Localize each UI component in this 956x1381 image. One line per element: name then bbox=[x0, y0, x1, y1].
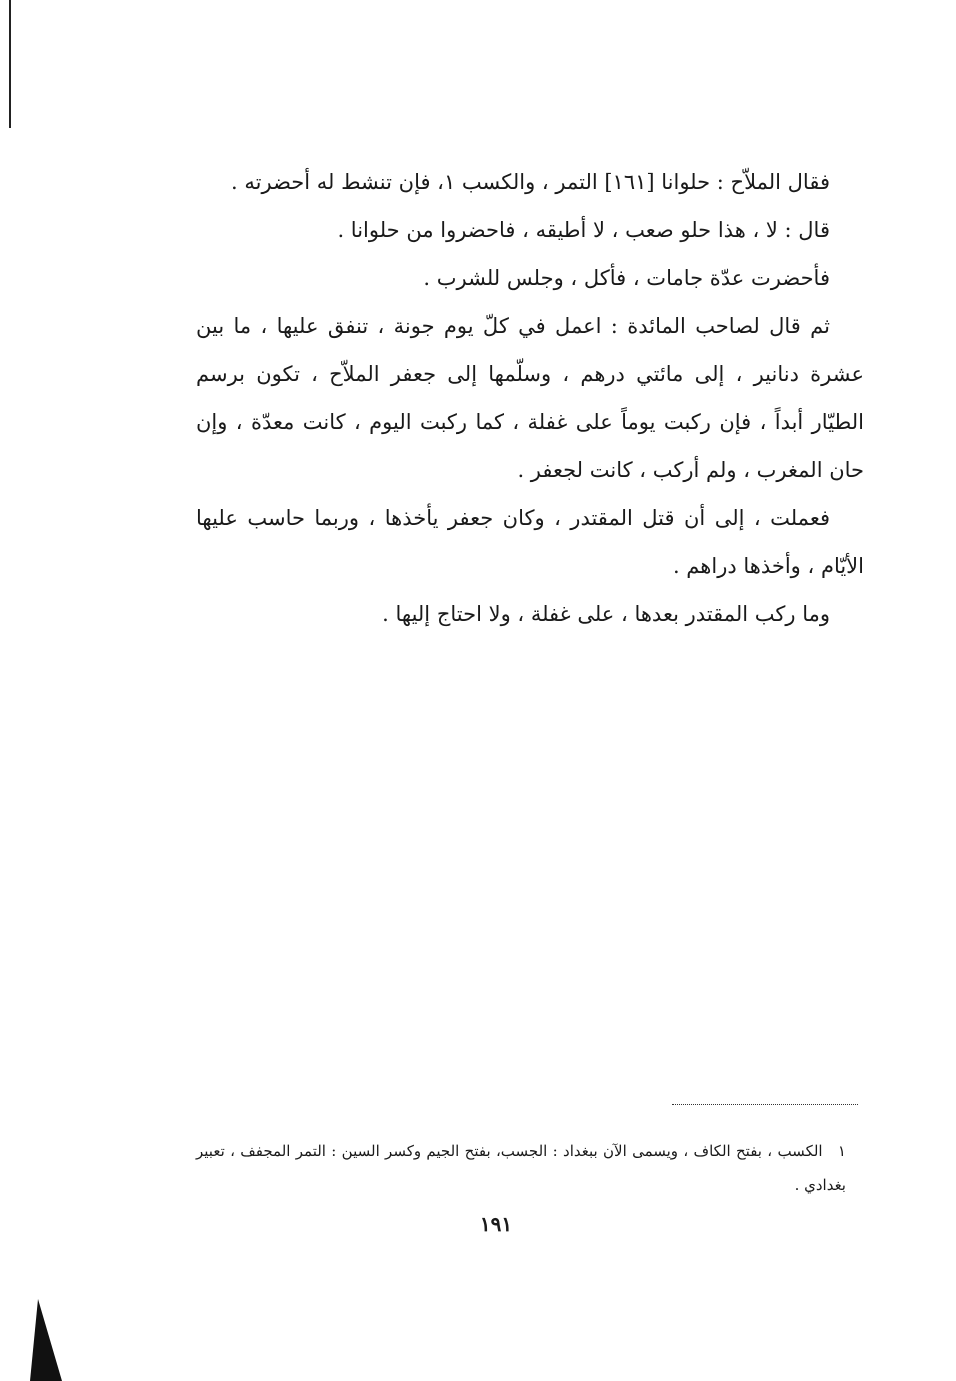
footnote bbox=[196, 1134, 846, 1202]
scan-corner-shadow bbox=[30, 1299, 62, 1381]
footnote-text: الكسب ، بفتح الكاف ، ويسمى الآن ببغداد : الجسب، بفتح الجيم وكسر السين : التمر المجفف ، تعبير بغدادي . bbox=[196, 1142, 846, 1194]
paragraph-6: وما ركب المقتدر بعدها ، على غفلة ، ولا احتاج إليها . bbox=[382, 602, 830, 626]
paragraph-4: ثم قال لصاحب المائدة : اعمل في كلّ يوم جونة ، تنفق عليها ، ما بين عشرة دنانير ، إلى مائتي درهم ، وسلّمها إلى جعفر الملاّح ، تكون برسم الطيّار أبداً ، فإن ركبت يوماً على غفلة ، كما ركبت اليوم ، كانت معدّة ، وإن حان المغرب ، ولم أركب ، كانت لجعفر . bbox=[196, 314, 864, 482]
footnote-separator bbox=[672, 1104, 858, 1105]
paragraph-3: فأحضرت عدّة جامات ، فأكل ، وجلس للشرب . bbox=[423, 266, 830, 290]
paragraph-2: قال : لا ، هذا حلو صعب ، لا أطيقه ، فاحضروا من حلوانا . bbox=[337, 218, 830, 242]
paragraph-5: فعملت ، إلى أن قتل المقتدر ، وكان جعفر يأخذها ، وربما حاسب عليها الأيّام ، وأخذها دراهم . bbox=[196, 506, 864, 578]
page-number: ١٩١ bbox=[479, 1212, 513, 1236]
paragraph-1: فقال الملاّح : حلوانا [١٦١] التمر ، والكسب ١، فإن تنشط له أحضرته . bbox=[231, 170, 830, 194]
main-text bbox=[196, 158, 864, 638]
footnote-number: ١ bbox=[837, 1142, 846, 1160]
page-edge-rule bbox=[9, 0, 11, 128]
